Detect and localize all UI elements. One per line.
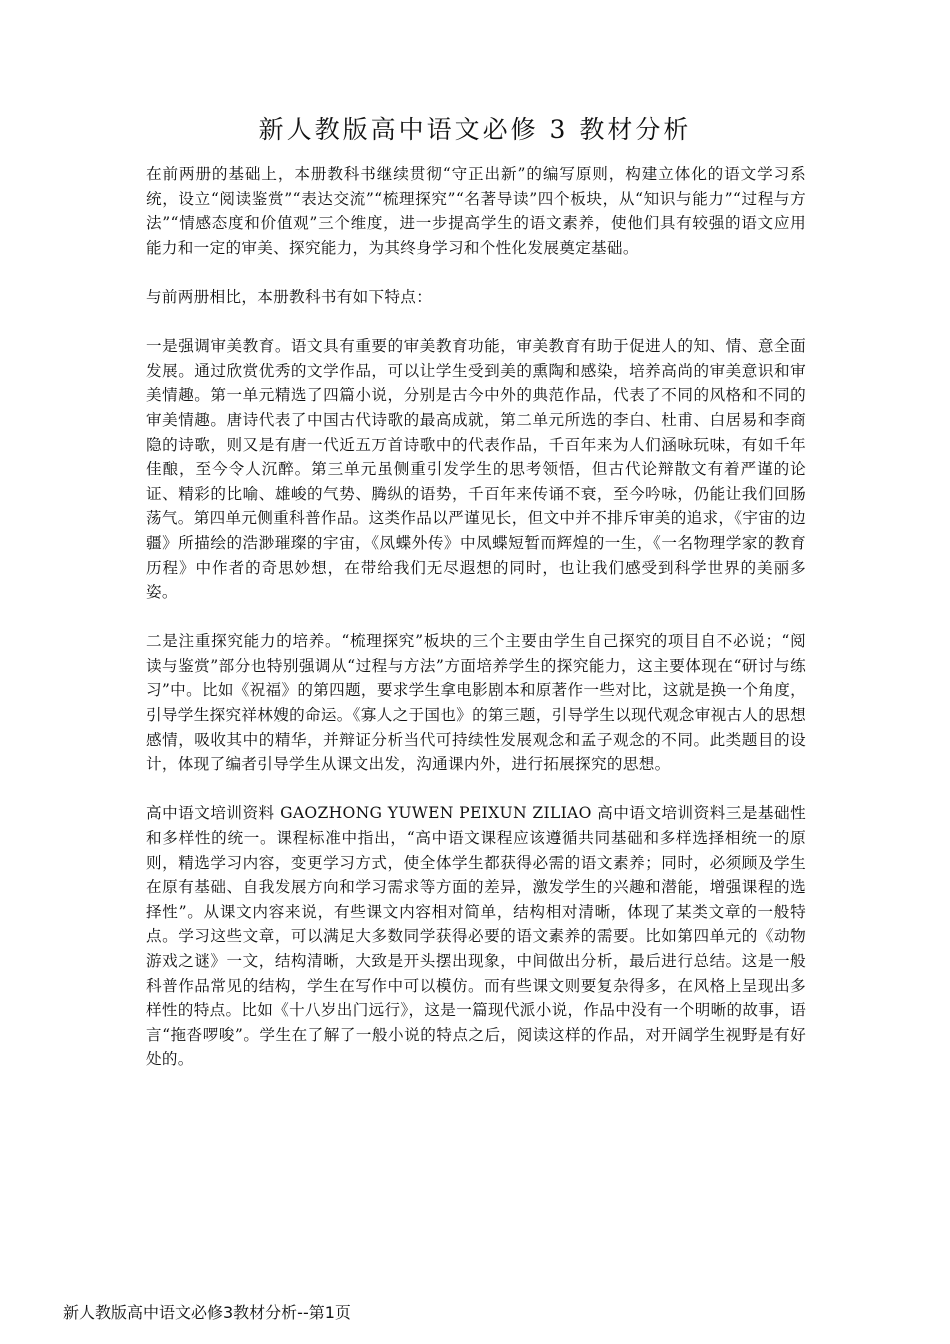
document-body: [146, 162, 806, 1072]
page-footer-label: 新人教版高中语文必修3教材分析--第1页: [63, 1303, 351, 1322]
paragraph-gap: [146, 260, 806, 285]
paragraph-inquiry-ability: 二是注重探究能力的培养。“梳理探究”板块的三个主要由学生自己探究的项目自不必说；“阅读与鉴赏”部分也特别强调从“过程与方法”方面培养学生的探究能力，这主要体现在“研讨与练习”中。比如《祝福》的第四题，要求学生拿电影剧本和原著作一些对比，这就是换一个角度，引导学生探究祥林嫂的命运。《寡人之于国也》的第三题，引导学生以现代观念审视古人的思想感情，吸收其中的精华，并辩证分析当代可持续性发展观念和孟子观念的不同。此类题目的设计，体现了编者引导学生从课文出发，沟通课内外，进行拓展探究的思想。: [146, 632, 806, 774]
document-title: 新人教版高中语文必修 3 教材分析: [258, 115, 692, 144]
paragraph-gap: [146, 777, 806, 802]
paragraph-intro: 在前两册的基础上，本册教科书继续贯彻“守正出新”的编写原则，构建立体化的语文学习系统，设立“阅读鉴赏”“表达交流”“梳理探究”“名著导读”四个板块，从“知识与能力”“过程与方法”“情感态度和价值观”三个维度，进一步提高学生的语文素养，使他们具有较强的语文应用能力和一定的审美、探究能力，为其终身学习和个性化发展奠定基础。: [146, 165, 806, 257]
paragraph-features-lead: 与前两册相比，本册教科书有如下特点：: [146, 287, 433, 306]
paragraph-gap: [146, 605, 806, 630]
paragraph-aesthetic-education: 一是强调审美教育。语文具有重要的审美教育功能，审美教育有助于促进人的知、情、意全面发展。通过欣赏优秀的文学作品，可以让学生受到美的熏陶和感染，培养高尚的审美意识和审美情趣。第一单元精选了四篇小说，分别是古今中外的典范作品，代表了不同的风格和不同的审美情趣。唐诗代表了中国古代诗歌的最高成就，第二单元所选的李白、杜甫、白居易和李商隐的诗歌，则又是有唐一代近五万首诗歌中的代表作品，千百年来为人们涵咏玩味，有如千年佳酿，至今令人沉醉。第三单元虽侧重引发学生的思考领悟，但古代论辩散文有着严谨的论证、精彩的比喻、雄峻的气势、腾纵的语势，千百年来传诵不衰，至今吟咏，仍能让我们回肠荡气。第四单元侧重科普作品。这类作品以严谨见长，但文中并不排斥审美的追求，《宇宙的边疆》所描绘的浩渺璀璨的宇宙，《凤蝶外传》中凤蝶短暂而辉煌的一生，《一名物理学家的教育历程》中作者的奇思妙想，在带给我们无尽遐想的同时，也让我们感受到科学世界的美丽多姿。: [146, 337, 806, 602]
paragraph-gap: [146, 310, 806, 335]
paragraph-basics-diversity: 高中语文培训资料 GAOZHONG YUWEN PEIXUN ZILIAO 高中语文培训资料三是基础性和多样性的统一。课程标准中指出，“高中语文课程应该遵循共同基础和多样选择相统一的原则，精选学习内容，变更学习方式，使全体学生都获得必需的语文素养；同时，必须顾及学生在原有基础、自我发展方向和学习需求等方面的差异，激发学生的兴趣和潜能，增强课程的选择性”。从课文内容来说，有些课文内容相对简单，结构相对清晰，体现了某类文章的一般特点。学习这些文章，可以满足大多数同学获得必要的语文素养的需要。比如第四单元的《动物游戏之谜》一文，结构清晰，大致是开头摆出现象，中间做出分析，最后进行总结。这是一般科普作品常见的结构，学生在写作中可以模仿。而有些课文则要复杂得多，在风格上呈现出多样性的特点。比如《十八岁出门远行》，这是一篇现代派小说，作品中没有一个明晰的故事，语言“拖沓啰唆”。学生在了解了一般小说的特点之后，阅读这样的作品，对开阔学生视野是有好处的。: [146, 804, 806, 1069]
